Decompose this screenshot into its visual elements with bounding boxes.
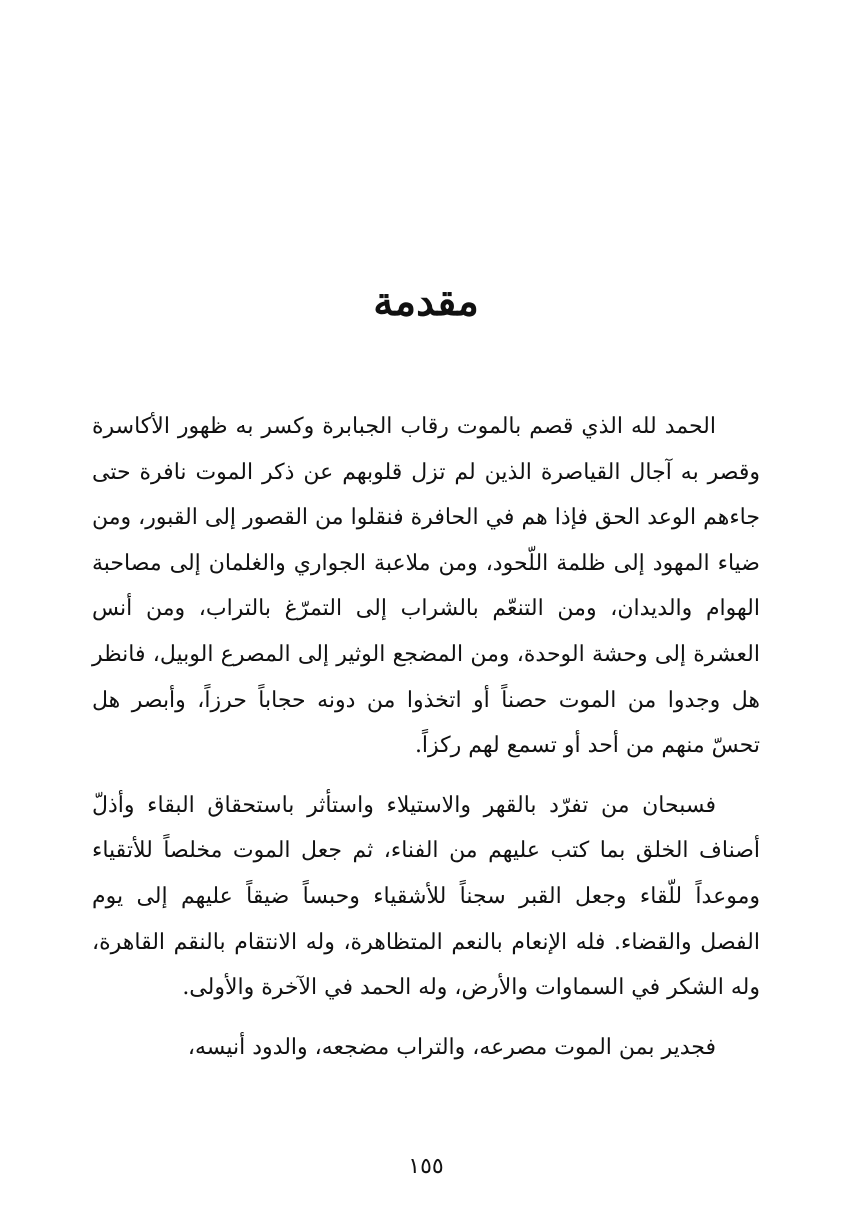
- paragraph-3: فجدير بمن الموت مصرعه، والتراب مضجعه، والدود أنيسه،: [187, 1034, 716, 1060]
- chapter-title: مقدمة: [373, 278, 479, 325]
- page-number: ١٥٥: [408, 1154, 444, 1179]
- body-text: [92, 404, 760, 1070]
- paragraph-2: فسبحان من تفرّد بالقهر والاستيلاء واستأثر باستحقاق البقاء وأذلّ أصناف الخلق بما كتب عليهم من الفناء، ثم جعل الموت مخلصاً للأتقياء وموعداً للّقاء وجعل القبر سجناً للأشقياء وحبساً ضيقاً عليهم إلى يوم الفصل والقضاء. فله الإنعام بالنعم المتظاهرة، وله الانتقام بالنقم القاهرة، وله الشكر في السماوات والأرض، وله الحمد في الآخرة والأولى.: [92, 792, 760, 1001]
- paragraph-1: الحمد لله الذي قصم بالموت رقاب الجبابرة وكسر به ظهور الأكاسرة وقصر به آجال القياصرة الذين لم تزل قلوبهم عن ذكر الموت نافرة حتى جاءهم الوعد الحق فإذا هم في الحافرة فنقلوا من القصور إلى القبور، ومن ضياء المهود إلى ظلمة اللّحود، ومن ملاعبة الجواري والغلمان إلى مصاحبة الهوام والديدان، ومن التنعّم بالشراب إلى التمرّغ بالتراب، ومن أنس العشرة إلى وحشة الوحدة، ومن المضجع الوثير إلى المصرع الوبيل، فانظر هل وجدوا من الموت حصناً أو اتخذوا من دونه حجاباً حرزاً، وأبصر هل تحسّ منهم من أحد أو تسمع لهم ركزاً.: [92, 414, 760, 759]
